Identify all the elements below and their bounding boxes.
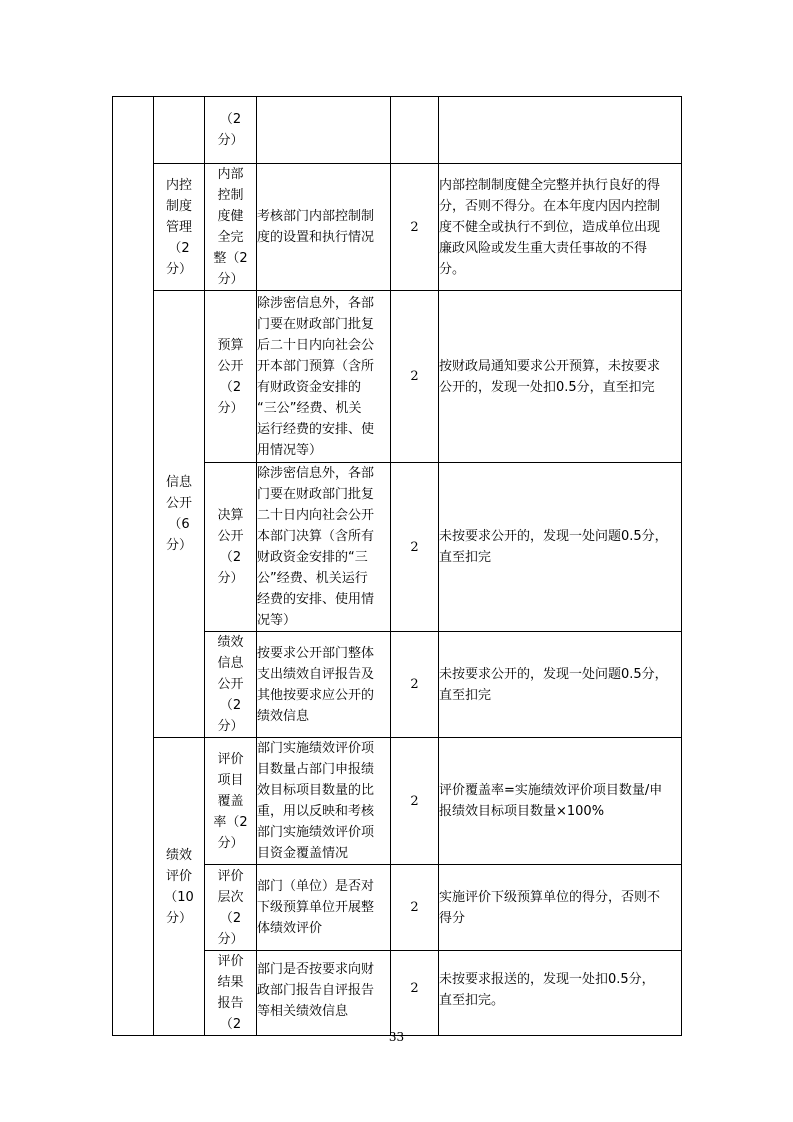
score-cell: [391, 97, 439, 164]
category-cell: [154, 97, 205, 164]
content-cell: 部门是否按要求向财 政部门报告自评报告 等相关绩效信息: [257, 951, 391, 1036]
content-cell: [257, 97, 391, 164]
standard-cell: 未按要求公开的，发现一处问题0.5分， 直至扣完: [439, 463, 682, 632]
content-cell: 部门实施绩效评价项 目数量占部门申报绩 效目标项目数量的比 重，用以反映和考核 部门实施绩效评价项 目资金覆盖情况: [257, 738, 391, 865]
sub-item-cell: 决算 公开 （2 分）: [205, 463, 257, 632]
table-row: [113, 97, 682, 164]
sub-item-cell: （2 分）: [205, 97, 257, 164]
table-row: [113, 164, 682, 291]
standard-cell: 评价覆盖率=实施绩效评价项目数量/申 报绩效目标项目数量×100%: [439, 738, 682, 865]
standard-cell: 内部控制制度健全完整并执行良好的得 分，否则不得分。在本年度内因内控制 度不健全或执行不到位，造成单位出现 廉政风险或发生重大责任事故的不得 分。: [439, 164, 682, 291]
table-row: [113, 738, 682, 865]
score-cell: 2: [391, 738, 439, 865]
standard-cell: 实施评价下级预算单位的得分，否则不 得分: [439, 865, 682, 951]
outer-blank-cell: [113, 97, 154, 1036]
category-cell: 信息 公开 （6 分）: [154, 291, 205, 738]
sub-item-cell: 绩效 信息 公开 （2 分）: [205, 632, 257, 738]
evaluation-table: [112, 96, 682, 1036]
content-cell: 除涉密信息外，各部 门要在财政部门批复 后二十日内向社会公 开本部门预算（含所 有财政资金安排的 “三公”经费、机关 运行经费的安排、使 用情况等）: [257, 291, 391, 463]
score-cell: 2: [391, 865, 439, 951]
sub-item-cell: 评价 结果 报告 （2: [205, 951, 257, 1036]
table-row: [113, 291, 682, 463]
category-cell: 内控 制度 管理 （2 分）: [154, 164, 205, 291]
score-cell: 2: [391, 951, 439, 1036]
content-cell: 考核部门内部控制制 度的设置和执行情况: [257, 164, 391, 291]
standard-cell: 未按要求公开的，发现一处问题0.5分， 直至扣完: [439, 632, 682, 738]
content-cell: 部门（单位）是否对 下级预算单位开展整 体绩效评价: [257, 865, 391, 951]
score-cell: 2: [391, 632, 439, 738]
sub-item-cell: 评价 层次 （2 分）: [205, 865, 257, 951]
standard-cell: 按财政局通知要求公开预算，未按要求 公开的，发现一处扣0.5分，直至扣完: [439, 291, 682, 463]
score-cell: 2: [391, 463, 439, 632]
standard-cell: [439, 97, 682, 164]
sub-item-cell: 内部 控制 度健 全完 整（2 分）: [205, 164, 257, 291]
score-cell: 2: [391, 164, 439, 291]
sub-item-cell: 预算 公开 （2 分）: [205, 291, 257, 463]
content-cell: 按要求公开部门整体 支出绩效自评报告及 其他按要求应公开的 绩效信息: [257, 632, 391, 738]
sub-item-cell: 评价 项目 覆盖 率（2 分）: [205, 738, 257, 865]
category-cell: 绩效 评价 （10 分）: [154, 738, 205, 1036]
score-cell: 2: [391, 291, 439, 463]
content-cell: 除涉密信息外，各部 门要在财政部门批复 二十日内向社会公开 本部门决算（含所有 财政资金安排的“三 公”经费、机关运行 经费的安排、使用情 况等）: [257, 463, 391, 632]
page-number: 33: [388, 1030, 405, 1044]
standard-cell: 未按要求报送的，发现一处扣0.5分， 直至扣完。: [439, 951, 682, 1036]
